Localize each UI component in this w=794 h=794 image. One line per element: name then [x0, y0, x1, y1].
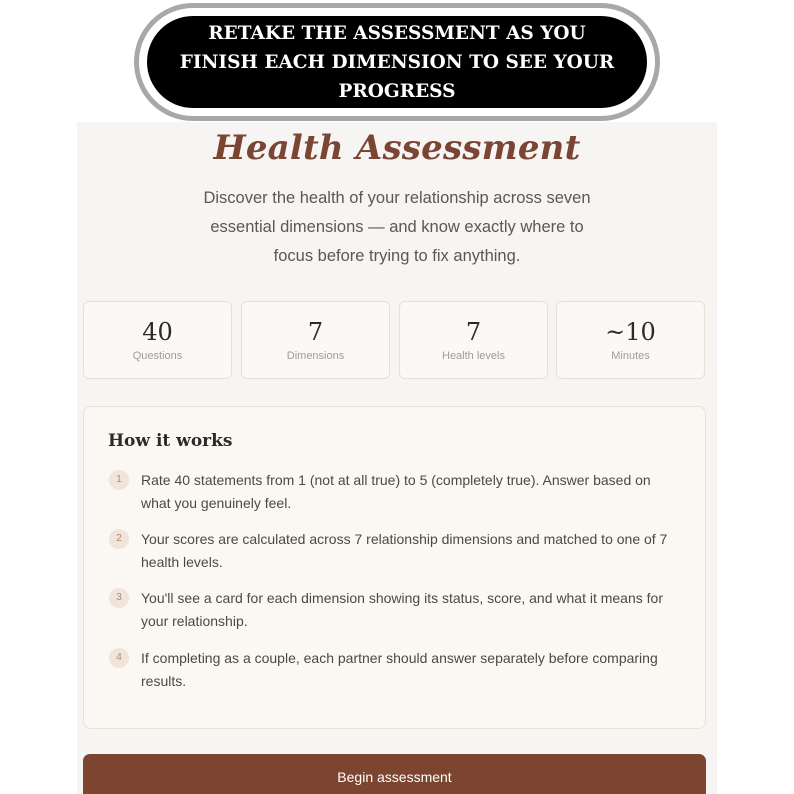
page-title: Health Assessment	[213, 128, 581, 168]
stat-label: Minutes	[611, 350, 650, 362]
how-it-works-title: How it works	[108, 431, 233, 451]
stat-value: 40	[142, 318, 173, 346]
step-number-badge: 4	[109, 648, 129, 668]
begin-assessment-button[interactable]: Begin assessment	[83, 754, 706, 794]
stat-label: Health levels	[442, 350, 505, 362]
step-text: You'll see a card for each dimension showing its status, score, and what it means for your relationship.	[141, 590, 663, 629]
stat-card-dimensions	[241, 301, 390, 379]
step-number-badge: 1	[109, 470, 129, 490]
stat-label: Questions	[132, 350, 183, 362]
stat-value: 7	[307, 318, 324, 346]
promo-banner-pill	[147, 16, 647, 108]
step-text: If completing as a couple, each partner should answer separately before comparing results.	[141, 650, 658, 689]
stat-card-minutes	[556, 301, 705, 379]
how-it-works-card	[83, 406, 706, 729]
stat-label: Dimensions	[286, 350, 345, 362]
step-text: Your scores are calculated across 7 relationship dimensions and matched to one of 7 health levels.	[141, 531, 668, 570]
promo-banner-text: RETAKE THE ASSESSMENT AS YOU FINISH EACH DIMENSION TO SEE YOUR PROGRESS	[179, 22, 615, 102]
page-subtitle: Discover the health of your relationship across seven essential dimensions — and know exactly where to focus before trying to fix anything.	[203, 189, 591, 265]
stat-value: 7	[465, 318, 482, 346]
step-number-badge: 3	[109, 588, 129, 608]
step-number-badge: 2	[109, 529, 129, 549]
stat-card-health-levels	[399, 301, 548, 379]
step-text: Rate 40 statements from 1 (not at all true) to 5 (completely true). Answer based on what you genuinely feel.	[141, 472, 651, 511]
promo-banner	[134, 3, 660, 121]
stat-value: ~10	[605, 318, 656, 346]
stat-card-questions	[83, 301, 232, 379]
